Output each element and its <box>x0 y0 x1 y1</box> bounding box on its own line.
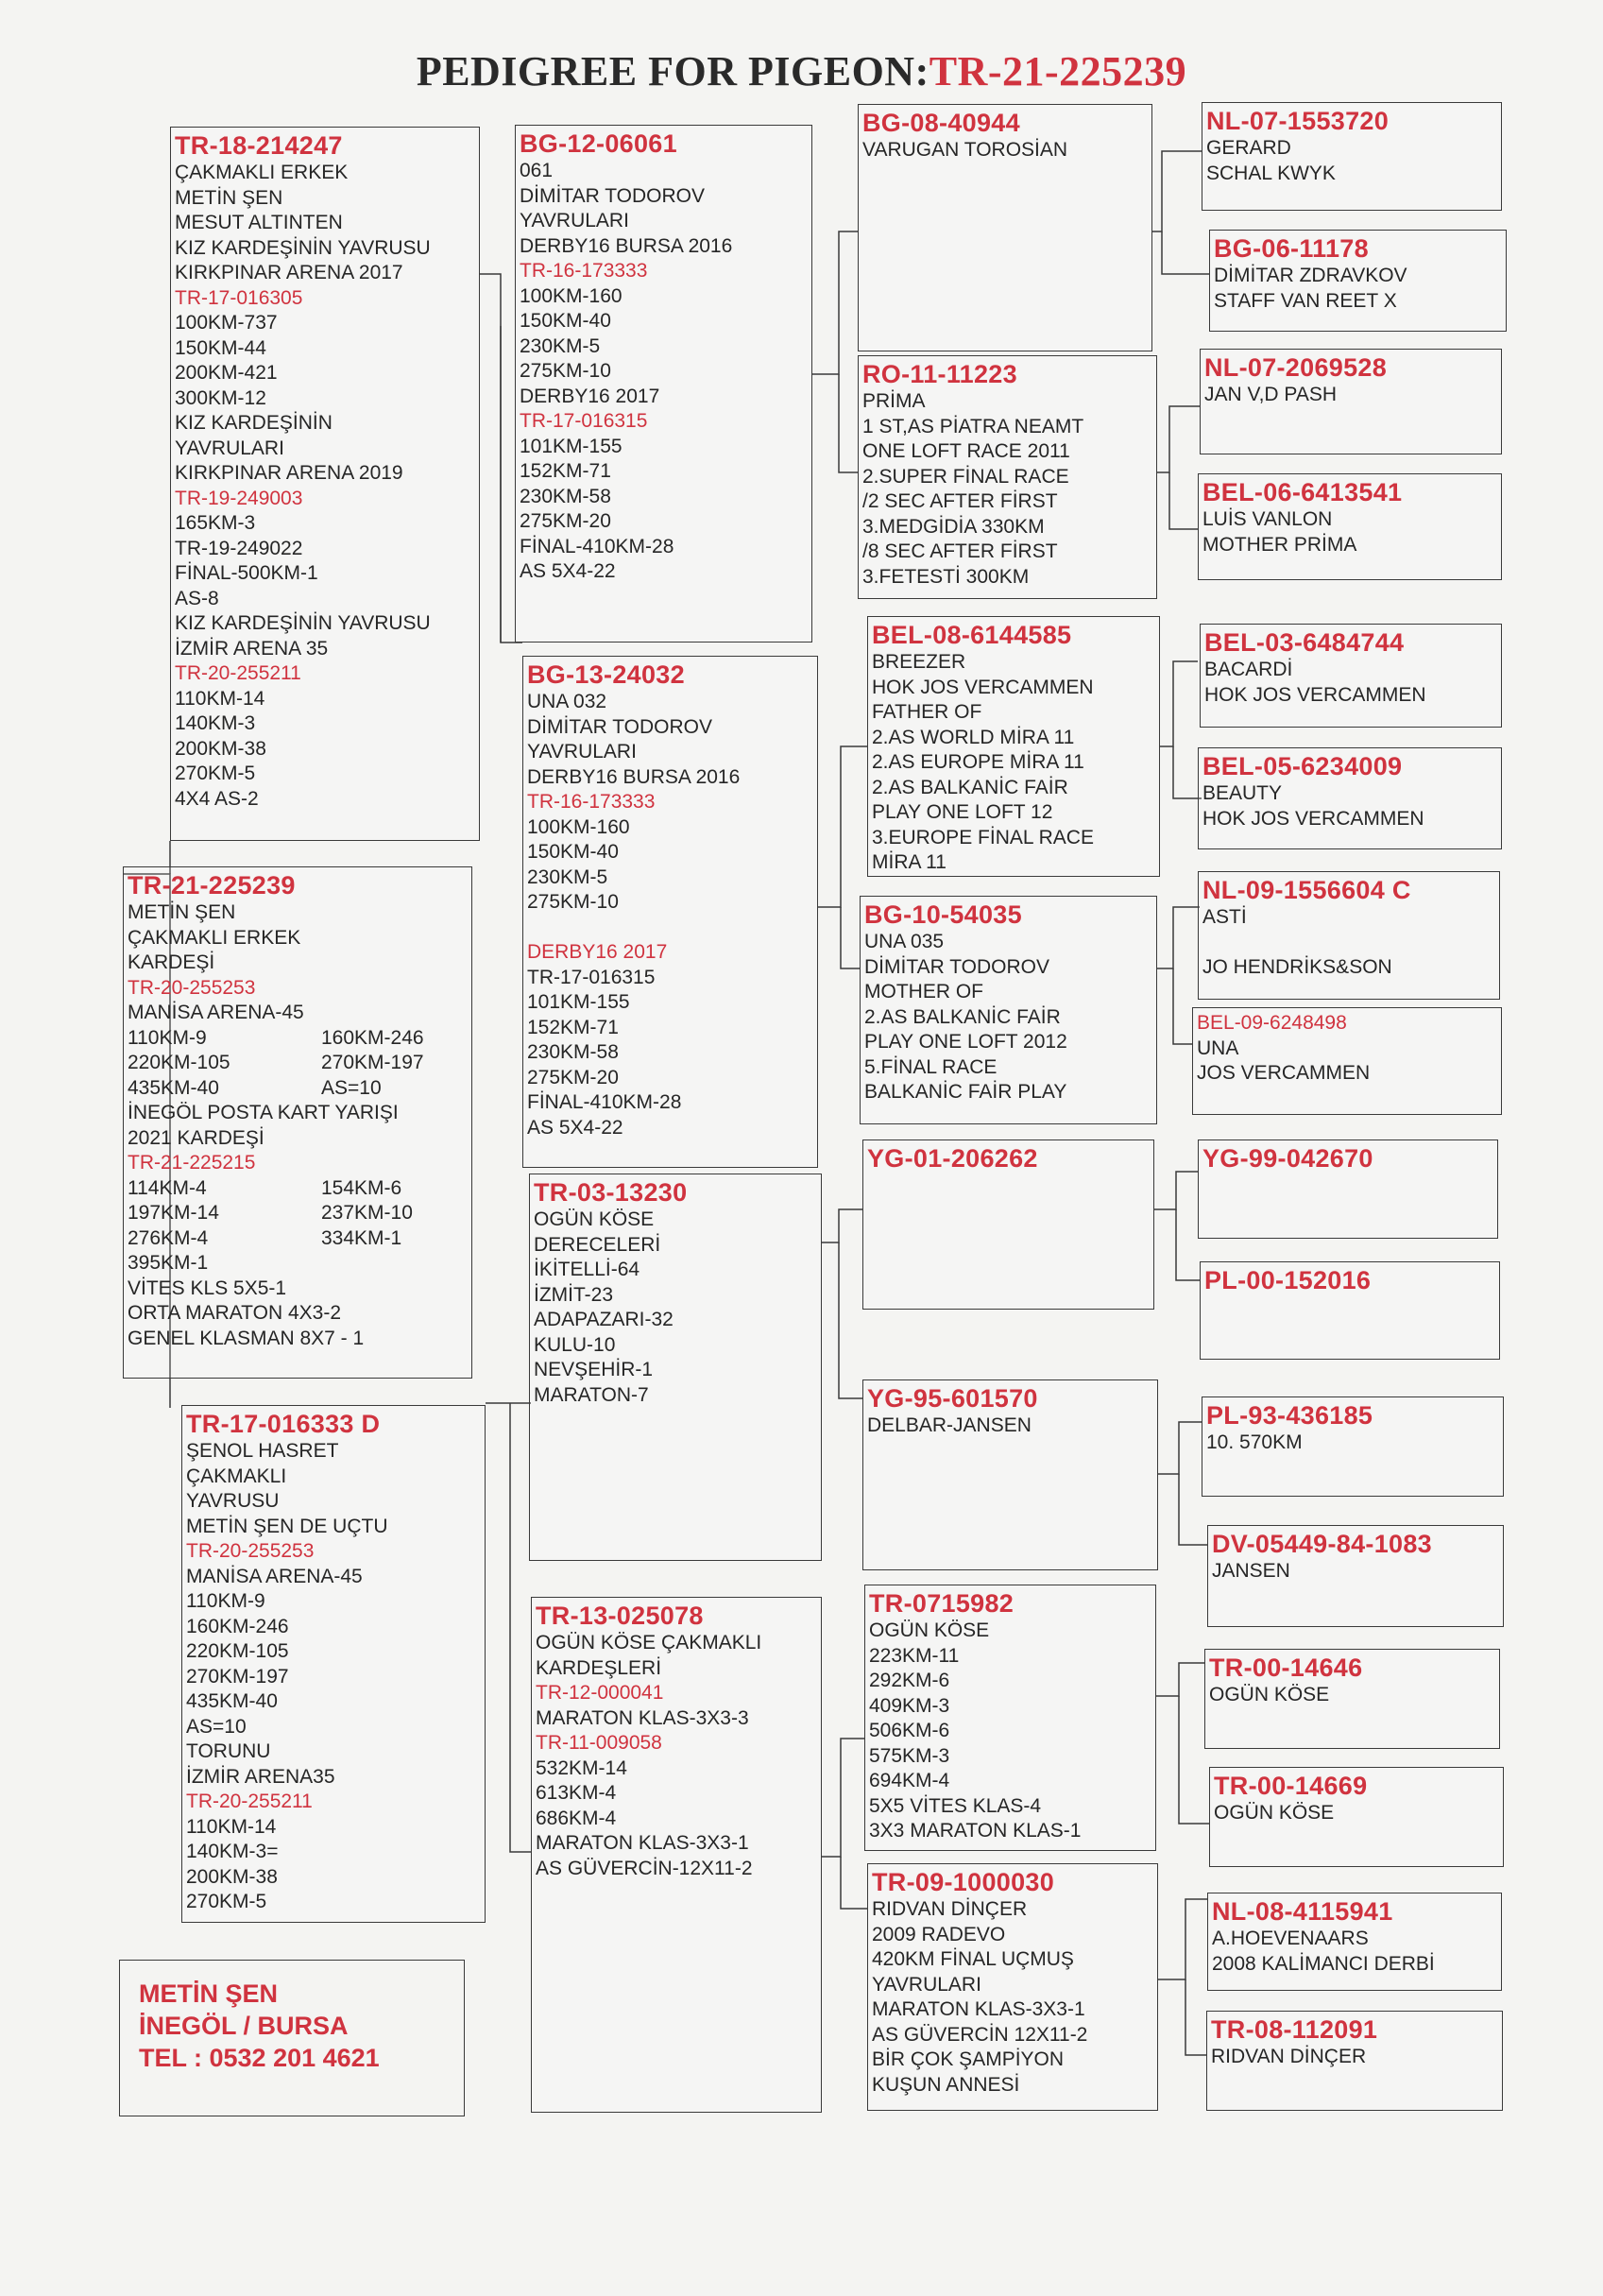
great-grandparent-card <box>862 1139 1154 1310</box>
card-line: 101KM-155 <box>527 991 630 1013</box>
card-line-cell: 110KM-9 <box>128 1026 207 1049</box>
card-line <box>128 1226 468 1252</box>
subject-card <box>123 866 472 1379</box>
ancestor-ring: TR-00-14646 <box>1209 1653 1363 1682</box>
card-line: DELBAR-JANSEN <box>867 1414 1032 1436</box>
card-line-cell: 270KM-197 <box>321 1052 424 1073</box>
card-line: 061 <box>520 160 554 181</box>
card-line: 1 ST,AS PİATRA NEAMT <box>862 415 1084 437</box>
card-line: 100KM-160 <box>520 284 622 307</box>
card-line: KIZ KARDEŞİNİN <box>175 412 333 434</box>
card-line: 2.AS EUROPE MİRA 11 <box>872 751 1084 773</box>
ancestor-ring: DV-05449-84-1083 <box>1212 1530 1432 1558</box>
card-line: 694KM-4 <box>869 1770 950 1791</box>
card-line: TR-17-016315 <box>520 410 648 432</box>
card-line-cell: 114KM-4 <box>128 1176 207 1199</box>
card-line: 395KM-1 <box>128 1252 209 1274</box>
card-line: OGÜN KÖSE <box>534 1208 655 1230</box>
great-grandparent-card <box>864 1585 1156 1851</box>
card-line: DİMİTAR TODOROV <box>520 184 706 207</box>
card-line: ÇAKMAKLI ERKEK <box>128 926 301 949</box>
card-line <box>128 1026 468 1052</box>
card-line: ASTİ <box>1202 906 1247 928</box>
breeder-phone: TEL : 0532 201 4621 <box>139 2044 380 2072</box>
card-line: ORTA MARATON 4X3-2 <box>128 1302 342 1324</box>
breeder-name: METİN ŞEN <box>139 1979 279 2008</box>
card-line: YAVRULARI <box>520 210 629 231</box>
card-line: 5X5 VİTES KLAS-4 <box>869 1794 1042 1817</box>
card-line: RIDVAN DİNÇER <box>872 1898 1028 1920</box>
card-line: FATHER OF <box>872 701 982 723</box>
card-line: 150KM-40 <box>520 310 611 332</box>
card-line: ÇAKMAKLI ERKEK <box>175 162 349 183</box>
card-line: KUŞUN ANNESİ <box>872 2073 1020 2096</box>
ancestor-card <box>1206 2011 1503 2111</box>
card-line: KARDEŞİ <box>128 951 215 973</box>
ancestor-card <box>1198 473 1502 580</box>
card-line: OGÜN KÖSE <box>869 1619 990 1641</box>
card-line-cell: 435KM-40 <box>128 1076 219 1099</box>
card-line: UNA <box>1197 1037 1239 1059</box>
great-grandparent-ring: BEL-08-6144585 <box>872 621 1072 649</box>
card-line: 2.SUPER FİNAL RACE <box>862 465 1069 488</box>
title-ring: TR-21-225239 <box>929 48 1187 94</box>
card-line: TR-21-225215 <box>128 1152 256 1174</box>
card-line: KIRKPINAR ARENA 2017 <box>175 262 403 283</box>
card-line: İZMİR ARENA 35 <box>175 637 329 660</box>
card-line: TR-20-255211 <box>175 662 301 684</box>
ancestor-ring: BEL-05-6234009 <box>1202 752 1403 780</box>
ancestor-card <box>1204 1649 1500 1749</box>
card-line: TR-19-249003 <box>175 487 303 509</box>
card-line: 150KM-40 <box>527 841 619 863</box>
card-line: 2.AS WORLD MİRA 11 <box>872 726 1075 748</box>
great-grandparent-card <box>867 1863 1158 2111</box>
card-line: UNA 032 <box>527 691 607 712</box>
card-line: FİNAL-410KM-28 <box>520 535 674 557</box>
ancestor-card <box>1198 871 1500 1000</box>
card-line <box>128 1176 468 1202</box>
great-grandparent-card <box>858 104 1152 351</box>
ancestor-ring: BG-06-11178 <box>1214 234 1369 263</box>
card-line: MANİSA ARENA-45 <box>128 1002 304 1023</box>
card-line: 275KM-10 <box>520 360 611 382</box>
ancestor-card <box>1209 230 1507 332</box>
card-line: 230KM-5 <box>520 334 601 357</box>
card-line: 275KM-10 <box>527 891 619 913</box>
great-grandparent-card <box>867 616 1160 877</box>
card-line: VİTES KLS 5X5-1 <box>128 1277 287 1299</box>
great-grandparent-ring: YG-95-601570 <box>867 1384 1038 1413</box>
card-line: METİN ŞEN <box>175 186 283 209</box>
card-line: HOK JOS VERCAMMEN <box>872 676 1094 698</box>
card-line: DERECELERİ <box>534 1233 661 1256</box>
card-line: 2.AS BALKANİC FAİR <box>864 1005 1061 1028</box>
card-line <box>128 1076 468 1102</box>
card-line: METİN ŞEN DE UÇTU <box>186 1515 388 1537</box>
card-line <box>128 1051 468 1076</box>
card-line: YAVRULARI <box>527 741 637 762</box>
card-line: SCHAL KWYK <box>1206 162 1336 184</box>
card-line: AS 5X4-22 <box>520 560 616 582</box>
card-line-cell: 334KM-1 <box>321 1226 402 1249</box>
card-line: FİNAL-410KM-28 <box>527 1091 682 1113</box>
ancestor-card <box>1200 349 1502 454</box>
ancestor-card <box>1207 1525 1504 1627</box>
card-line: KIRKPINAR ARENA 2019 <box>175 462 403 484</box>
card-line: AS GÜVERCİN 12X11-2 <box>872 2023 1088 2046</box>
card-line-cell: 237KM-10 <box>321 1202 413 1224</box>
card-line: 100KM-737 <box>175 312 278 334</box>
card-line: YAVRULARI <box>175 437 284 459</box>
card-line: DERBY16 2017 <box>527 941 668 963</box>
card-line: VARUGAN TOROSİAN <box>862 139 1068 161</box>
card-line: 150KM-44 <box>175 336 266 359</box>
grandparent-card <box>531 1597 822 2113</box>
card-line: JAN V,D PASH <box>1204 384 1338 405</box>
card-line: ÇAKMAKLI <box>186 1465 287 1487</box>
card-line: 152KM-71 <box>527 1016 619 1038</box>
card-line: TR-17-016315 <box>527 966 656 988</box>
card-line: 292KM-6 <box>869 1670 950 1691</box>
card-line: MARATON KLAS-3X3-3 <box>536 1706 749 1729</box>
great-grandparent-ring: TR-09-1000030 <box>872 1868 1055 1896</box>
card-line: AS 5X4-22 <box>527 1116 623 1139</box>
card-line: 270KM-197 <box>186 1665 289 1688</box>
card-line: UNA 035 <box>864 931 945 952</box>
ancestor-ring: BEL-06-6413541 <box>1202 478 1403 506</box>
card-line: TR-20-255211 <box>186 1791 313 1812</box>
card-line: TR-11-009058 <box>536 1732 662 1754</box>
card-line: 10. 570KM <box>1206 1431 1303 1453</box>
card-line: 3.MEDGİDİA 330KM <box>862 515 1045 538</box>
ancestor-ring: NL-08-4115941 <box>1212 1897 1393 1926</box>
card-line-cell: AS=10 <box>321 1076 382 1099</box>
great-grandparent-ring: BG-10-54035 <box>864 900 1022 929</box>
card-line: TR-16-173333 <box>527 791 656 813</box>
card-line: HOK JOS VERCAMMEN <box>1204 683 1426 706</box>
card-line: MİRA 11 <box>872 851 946 873</box>
card-line: TR-17-016305 <box>175 286 303 309</box>
card-line: TR-12-000041 <box>536 1682 664 1704</box>
ancestor-card <box>1207 1893 1502 1991</box>
card-line: /2 SEC AFTER FİRST <box>862 490 1058 512</box>
card-line: 2.AS BALKANİC FAİR <box>872 776 1068 798</box>
card-line: ADAPAZARI-32 <box>534 1309 674 1330</box>
card-line: GERARD <box>1206 137 1291 159</box>
ancestor-card <box>1200 624 1502 728</box>
ancestor-ring: NL-09-1556604 C <box>1202 876 1411 904</box>
card-line: AS-8 <box>175 587 219 609</box>
card-line: 230KM-5 <box>527 865 608 888</box>
card-line: 200KM-38 <box>175 737 266 760</box>
dam-card <box>181 1405 486 1923</box>
card-line: 275KM-20 <box>520 510 611 532</box>
card-line: BALKANİC FAİR PLAY <box>864 1081 1067 1103</box>
grandparent-card <box>522 656 818 1168</box>
card-line: 4X4 AS-2 <box>175 787 259 810</box>
card-line: 200KM-421 <box>175 362 278 384</box>
grandparent-ring: BG-13-24032 <box>527 660 685 689</box>
card-line: 300KM-12 <box>175 386 266 409</box>
card-line: ONE LOFT RACE 2011 <box>862 440 1070 462</box>
card-line: 686KM-4 <box>536 1807 617 1829</box>
grandparent-card <box>529 1174 822 1561</box>
great-grandparent-card <box>860 896 1157 1124</box>
ancestor-card <box>1202 1396 1504 1497</box>
card-line: 110KM-9 <box>186 1590 265 1612</box>
card-line: 140KM-3 <box>175 712 256 734</box>
card-line: 160KM-246 <box>186 1615 289 1637</box>
sire-ring: TR-18-214247 <box>175 131 343 160</box>
card-line: KARDEŞLERİ <box>536 1656 662 1679</box>
card-line <box>128 1201 468 1226</box>
card-line: 575KM-3 <box>869 1744 950 1767</box>
card-line: TR-19-249022 <box>175 537 303 559</box>
card-line: AS GÜVERCİN-12X11-2 <box>536 1857 753 1879</box>
card-line: 270KM-5 <box>175 762 256 784</box>
card-line: MARATON KLAS-3X3-1 <box>872 1998 1085 2020</box>
card-line: DERBY16 BURSA 2016 <box>527 765 741 788</box>
card-line: JOS VERCAMMEN <box>1197 1062 1371 1084</box>
grandparent-ring: BG-12-06061 <box>520 129 677 158</box>
ancestor-ring: PL-00-152016 <box>1204 1266 1372 1294</box>
card-line: AS=10 <box>186 1715 247 1738</box>
grandparent-card <box>515 125 812 643</box>
ancestor-card <box>1198 1139 1498 1239</box>
ancestor-card <box>1192 1007 1502 1115</box>
card-line: MARATON KLAS-3X3-1 <box>536 1832 749 1854</box>
card-line: TORUNU <box>186 1740 271 1762</box>
ancestor-card <box>1209 1767 1504 1867</box>
ancestor-ring: NL-07-1553720 <box>1206 107 1390 135</box>
ancestor-ring: YG-99-042670 <box>1202 1144 1373 1173</box>
card-line: JO HENDRİKS&SON <box>1202 956 1392 978</box>
card-line: OGÜN KÖSE <box>1214 1802 1335 1824</box>
card-line: PRİMA <box>862 390 926 412</box>
card-line: DERBY16 2017 <box>520 385 660 407</box>
card-line: TR-20-255253 <box>186 1540 315 1562</box>
card-line: İNEGÖL POSTA KART YARIŞI <box>128 1102 399 1123</box>
card-line: KULU-10 <box>534 1333 616 1356</box>
card-line-cell: 154KM-6 <box>321 1176 402 1199</box>
card-line: FİNAL-500KM-1 <box>175 562 318 584</box>
great-grandparent-ring: YG-01-206262 <box>867 1144 1038 1173</box>
card-line: 420KM FİNAL UÇMUŞ <box>872 1948 1074 1970</box>
card-line: PLAY ONE LOFT 2012 <box>864 1031 1067 1053</box>
card-line: DERBY16 BURSA 2016 <box>520 234 733 257</box>
card-line-cell: 197KM-14 <box>128 1202 219 1224</box>
card-line: KIZ KARDEŞİNİN YAVRUSU <box>175 612 431 634</box>
card-line: 506KM-6 <box>869 1720 950 1741</box>
card-line: 110KM-14 <box>175 687 265 710</box>
great-grandparent-ring: BG-08-40944 <box>862 109 1020 137</box>
grandparent-ring: TR-03-13230 <box>534 1178 688 1207</box>
card-line: 5.FİNAL RACE <box>864 1055 998 1078</box>
card-line: 110KM-14 <box>186 1815 277 1838</box>
card-line: 100KM-160 <box>527 815 630 838</box>
card-line: TR-20-255253 <box>128 976 256 999</box>
card-line: A.HOEVENAARS <box>1212 1928 1369 1949</box>
card-line: MARATON-7 <box>534 1383 649 1406</box>
card-line: 2009 RADEVO <box>872 1923 1006 1945</box>
subject-ring: TR-21-225239 <box>128 871 296 900</box>
ancestor-card <box>1200 1261 1500 1360</box>
title-prefix: PEDIGREE FOR PIGEON: <box>416 48 929 94</box>
card-line: HOK JOS VERCAMMEN <box>1202 807 1424 830</box>
card-line: KIZ KARDEŞİNİN YAVRUSU <box>175 236 431 259</box>
ancestor-card <box>1202 102 1502 211</box>
card-line: 270KM-5 <box>186 1891 267 1912</box>
card-line: DİMİTAR ZDRAVKOV <box>1214 265 1407 286</box>
card-line: DİMİTAR TODOROV <box>527 715 713 738</box>
card-line: BEL-09-6248498 <box>1197 1012 1347 1034</box>
card-line: NEVŞEHİR-1 <box>534 1359 654 1380</box>
card-line: 3X3 MARATON KLAS-1 <box>869 1820 1082 1842</box>
card-line: OGÜN KÖSE <box>1209 1684 1330 1705</box>
dam-ring: TR-17-016333 D <box>186 1410 381 1438</box>
card-line: RIDVAN DİNÇER <box>1211 2046 1367 2067</box>
card-line: İZMİT-23 <box>534 1283 614 1306</box>
card-line: 2021 KARDEŞİ <box>128 1126 264 1149</box>
card-line: OGÜN KÖSE ÇAKMAKLI <box>536 1632 762 1653</box>
card-line: DİMİTAR TODOROV <box>864 955 1050 978</box>
card-line: 165KM-3 <box>175 512 256 534</box>
card-line: 152KM-71 <box>520 460 611 482</box>
grandparent-ring: TR-13-025078 <box>536 1602 704 1630</box>
card-line-cell: 160KM-246 <box>321 1026 424 1049</box>
card-line: TR-16-173333 <box>520 260 648 282</box>
card-line: YAVRUSU <box>186 1490 280 1512</box>
card-line: GENEL KLASMAN 8X7 - 1 <box>128 1327 365 1349</box>
card-line: 3.FETESTİ 300KM <box>862 565 1030 588</box>
card-line: MANİSA ARENA-45 <box>186 1565 363 1587</box>
card-line <box>527 916 813 941</box>
card-line: 230KM-58 <box>527 1041 619 1063</box>
card-line: MOTHER PRİMA <box>1202 533 1357 556</box>
card-line: PLAY ONE LOFT 12 <box>872 801 1053 823</box>
card-line: 435KM-40 <box>186 1690 278 1712</box>
ancestor-card <box>1198 747 1502 849</box>
ancestor-ring: TR-00-14669 <box>1214 1772 1368 1800</box>
card-line: 223KM-11 <box>869 1644 960 1667</box>
card-line: ŞENOL HASRET <box>186 1440 339 1462</box>
card-line: 613KM-4 <box>536 1782 617 1804</box>
ancestor-ring: NL-07-2069528 <box>1204 353 1388 382</box>
card-line: İZMİR ARENA35 <box>186 1765 335 1788</box>
card-line: LUİS VANLON <box>1202 508 1333 530</box>
card-line: İKİTELLİ-64 <box>534 1259 640 1280</box>
sire-card <box>170 127 480 841</box>
card-line-cell: 276KM-4 <box>128 1226 209 1249</box>
ancestor-ring: BEL-03-6484744 <box>1204 628 1405 657</box>
card-line: METİN ŞEN <box>128 901 236 923</box>
card-line-cell: 220KM-105 <box>128 1052 230 1073</box>
card-line: 140KM-3= <box>186 1841 279 1862</box>
card-line: BEAUTY <box>1202 782 1283 804</box>
card-line: MOTHER OF <box>864 981 983 1002</box>
card-line: 230KM-58 <box>520 485 611 507</box>
card-line: STAFF VAN REET X <box>1214 289 1397 312</box>
card-line: 101KM-155 <box>520 435 622 457</box>
card-line: 409KM-3 <box>869 1694 950 1717</box>
card-line: BİR ÇOK ŞAMPİYON <box>872 2048 1065 2070</box>
great-grandparent-ring: RO-11-11223 <box>862 360 1017 388</box>
card-line: /8 SEC AFTER FİRST <box>862 540 1058 562</box>
card-line: 275KM-20 <box>527 1066 619 1088</box>
great-grandparent-card <box>858 355 1157 599</box>
card-line <box>1202 931 1495 956</box>
ancestor-ring: TR-08-112091 <box>1211 2015 1378 2044</box>
great-grandparent-card <box>862 1379 1158 1570</box>
great-grandparent-ring: TR-0715982 <box>869 1589 1015 1618</box>
card-line: YAVRULARI <box>872 1973 981 1996</box>
card-line: BACARDİ <box>1204 659 1293 680</box>
card-line: JANSEN <box>1212 1560 1290 1582</box>
breeder-contact-card <box>119 1960 465 2116</box>
card-line: BREEZER <box>872 651 966 673</box>
breeder-city: İNEGÖL / BURSA <box>139 2012 349 2040</box>
card-line: 200KM-38 <box>186 1865 278 1888</box>
card-line: 2008 KALİMANCI DERBİ <box>1212 1952 1435 1975</box>
card-line: 532KM-14 <box>536 1756 627 1779</box>
card-line: 3.EUROPE FİNAL RACE <box>872 826 1094 848</box>
card-line: MESUT ALTINTEN <box>175 212 343 233</box>
card-line: 220KM-105 <box>186 1640 289 1662</box>
ancestor-ring: PL-93-436185 <box>1206 1401 1373 1430</box>
